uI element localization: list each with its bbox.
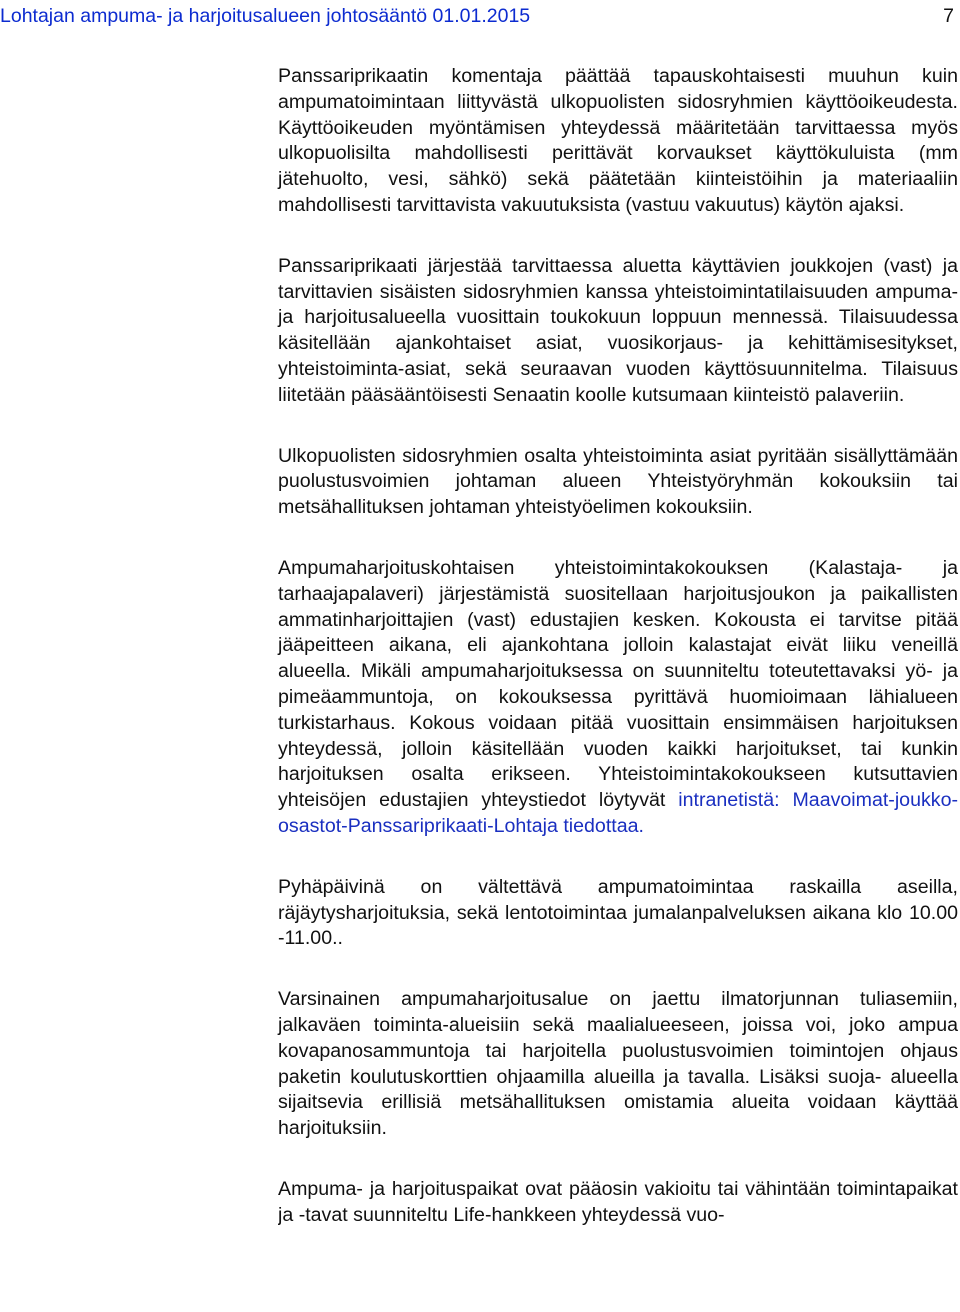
paragraph-exercise-meetings <box>278 556 958 840</box>
paragraph-firing-sites: Ampuma- ja harjoituspaikat ovat pääosin vakioitu tai vähintään toimintapaikat ja -tavat suunniteltu Life-hankkeen yhteydessä vuo- <box>278 1177 958 1226</box>
paragraph-usage-rights: Panssariprikaatin komentaja päättää tapauskohtaisesti muuhun kuin ampumatoimintaan liittyvästä ulkopuolisten sidosryhmien käyttöoikeudesta. Käyttöoikeuden myöntämisen yhteydessä määritetään tarvittaessa myös ulkopuolisilta mahdollisesti perittävät korvaukset käyttökuluista (mm jätehuolto, vesi, sähkö) sekä päätetään kiinteistöihin ja materiaaliin mahdollisesti tarvittavista vakuutuksista (vastuu vakuutus) käytön ajaksi. <box>278 65 958 216</box>
page-header <box>0 4 960 34</box>
paragraph-exercise-meetings-text: Ampumaharjoituskohtaisen yhteistoimintakokouksen (Kalastaja- ja tarhaajapalaveri) järjestämistä suositellaan harjoitusjoukon ja paikallisten ammatinharjoittajien (vast) edustajien kesken. Kokousta ei tarvitse pitää jääpeitteen aikana, eli ajankohtana jolloin kalastajat eivät liiku veneillä alueella. Mikäli ampumaharjoituksessa on suunniteltu toteutettavaksi yö- ja pimeäammuntoja, on kokouksessa pyrittävä huomioimaan lähialueen turkistarhaus. Kokous voidaan pitää vuosittain ensimmäisen harjoituksen yhteydessä, jolloin käsitellään vuoden kaikki harjoitukset, tai kunkin harjoituksen osalta erikseen. Yhteistoimintakokoukseen kutsuttavien yhteisöjen edustajien yhteystiedot löytyvät <box>278 556 958 812</box>
document-body <box>278 64 958 1266</box>
paragraph-area-division: Varsinainen ampumaharjoitusalue on jaettu ilmatorjunnan tuliasemiin, jalkaväen toiminta-alueisiin sekä maalialueeseen, joissa voi, joko ampua kovapanosammuntoja tai harjoitella puolustusvoimien toimintojen ohjaus paketin koulutuskorttien ohjaamilla alueilla ja tavalla. Lisäksi suoja- alueella sijaitsevia erillisiä metsähallituksen omistamia alueita voidaan käyttää harjoituksiin. <box>278 988 958 1140</box>
paragraph-external-stakeholders: Ulkopuolisten sidosryhmien osalta yhteistoiminta asiat pyritään sisällyttämään puolustusvoimien johtaman alueen Yhteistyöryhmän kokouksiin tai metsähallituksen johtaman yhteistyöelimen kokouksiin. <box>278 444 958 519</box>
intranet-link[interactable]: intranetistä: Maavoimat-joukko-osastot-Panssariprikaati-Lohtaja tiedottaa. <box>278 789 958 837</box>
paragraph-cooperation-event: Panssariprikaati järjestää tarvittaessa aluetta käyttävien joukkojen (vast) ja tarvittavien sisäisten sidosryhmien kanssa yhteistoimintatilaisuuden ampuma- ja harjoitusalueella vuosittain toukokuun loppuun mennessä. Tilaisuudessa käsitellään ajankohtaiset asiat, vuosikorjaus- ja kehittämisesitykset, yhteistoiminta-asiat, sekä seuraavan vuoden käyttösuunnitelma. Tilaisuus liitetään pääsääntöisesti Senaatin koolle kutsumaan kiinteistö palaveriin. <box>278 254 958 406</box>
paragraph-holidays: Pyhäpäivinä on vältettävä ampumatoimintaa raskailla aseilla, räjäytysharjoituksia, sekä lentotoimintaa jumalanpalveluksen aikana klo 10.00 -11.00.. <box>278 875 958 950</box>
page-number: 7 <box>943 5 954 27</box>
document-title: Lohtajan ampuma- ja harjoitusalueen johtosääntö 01.01.2015 <box>0 5 531 27</box>
